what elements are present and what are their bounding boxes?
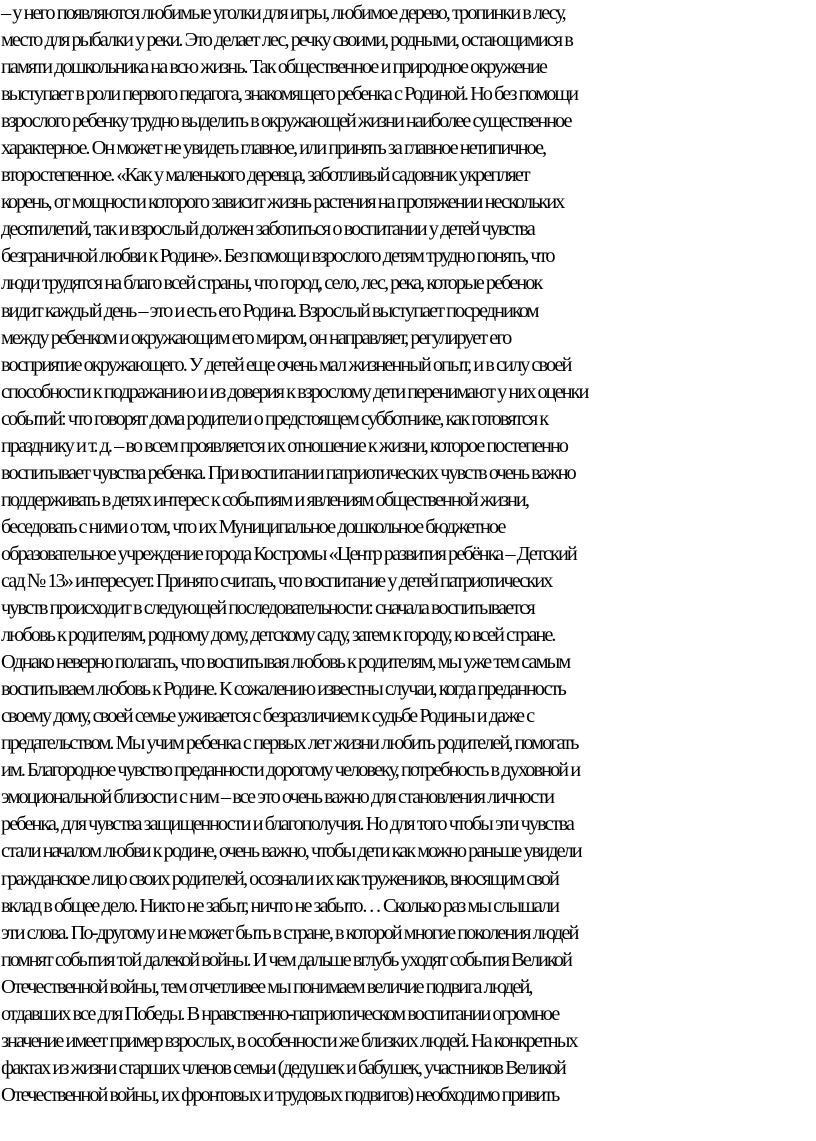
text-line: событий: что говорят дома родители о предстоящем субботнике, как готовятся к xyxy=(1,407,548,430)
text-line: характерное. Он может не увидеть главное, или принять за главное нетипичное, xyxy=(1,137,546,160)
text-line: беседовать с ними о том, что их Муниципальное дошкольное бюджетное xyxy=(1,515,505,538)
text-line: второстепенное. «Как у маленького деревца, заботливый садовник укрепляет xyxy=(1,164,529,187)
text-line: десятилетий, так и взрослый должен заботиться о воспитании у детей чувства xyxy=(1,218,534,241)
text-line: отдавших все для Победы. В нравственно-патриотическом воспитании огромное xyxy=(1,1002,559,1025)
text-line: гражданское лицо своих родителей, осознали их как тружеников, вносящим свой xyxy=(1,867,558,890)
text-line: любовь к родителям, родному дому, детскому саду, затем к городу, ко всей стране. xyxy=(1,624,555,647)
text-line: люди трудятся на благо всей страны, что город, село, лес, река, которые ребенок xyxy=(1,272,542,295)
text-line: поддерживать в детях интерес к событиям и явлениям общественной жизни, xyxy=(1,488,528,511)
text-line: место для рыбалки у реки. Это делает лес, речку своими, родными, остающимися в xyxy=(1,29,572,52)
text-line: образовательное учреждение города Костромы «Центр развития ребёнка – Детский xyxy=(1,542,576,565)
text-line: воспитываем любовь к Родине. К сожалению известны случаи, когда преданность xyxy=(1,678,565,701)
text-line: сад № 13» интересует. Принято считать, что воспитание у детей патриотических xyxy=(1,569,552,592)
text-line: им. Благородное чувство преданности дорогому человеку, потребность в духовной и xyxy=(1,759,580,782)
text-line: между ребенком и окружающим его миром, он направляет, регулирует его xyxy=(1,326,511,349)
text-line: чувств происходит в следующей последовательности: сначала воспитывается xyxy=(1,597,534,620)
text-line: способности к подражанию и из доверия к взрослому дети перенимают у них оценки xyxy=(1,380,588,403)
text-line: Однако неверно полагать, что воспитывая любовь к родителям, мы уже тем самым xyxy=(1,651,570,674)
text-line: безграничной любви к Родине». Без помощи взрослого детям трудно понять, что xyxy=(1,245,554,268)
text-line: Отечественной войны, их фронтовых и трудовых подвигов) необходимо привить xyxy=(1,1083,559,1106)
text-line: значение имеет пример взрослых, в особенности же близких людей. На конкретных xyxy=(1,1029,577,1052)
text-line: воспитывает чувства ребенка. При воспитании патриотических чувств очень важно xyxy=(1,461,575,484)
text-line: своему дому, своей семье уживается с безразличием к судьбе Родины и даже с xyxy=(1,705,534,728)
text-line: помнят события той далекой войны. И чем дальше вглубь уходят события Великой xyxy=(1,948,571,971)
text-line: фактах из жизни старших членов семьи (дедушек и бабушек, участников Великой xyxy=(1,1056,565,1079)
text-line: эмоциональной близости с ним – все это очень важно для становления личности xyxy=(1,786,553,809)
text-line: эти слова. По-другому и не может быть в стране, в которой многие поколения людей xyxy=(1,921,578,944)
text-line: ребенка, для чувства защищенности и благополучия. Но для того чтобы эти чувства xyxy=(1,813,573,836)
text-line: предательством. Мы учим ребенка с первых лет жизни любить родителей, помогать xyxy=(1,732,578,755)
text-line: вклад в общее дело. Никто не забыт, ничто не забыто… Сколько раз мы слышали xyxy=(1,894,559,917)
text-line: видит каждый день – это и есть его Родина. Взрослый выступает посредником xyxy=(1,299,538,322)
text-line: корень, от мощности которого зависит жизнь растения на протяжении нескольких xyxy=(1,191,564,214)
text-line: выступает в роли первого педагога, знакомящего ребенка с Родиной. Но без помощи xyxy=(1,83,578,106)
text-line: стали началом любви к родине, очень важно, чтобы дети как можно раньше увидели xyxy=(1,840,581,863)
text-line: Отечественной войны, тем отчетливее мы понимаем величие подвига людей, xyxy=(1,975,532,998)
text-line: взрослого ребенку трудно выделить в окружающей жизни наиболее существенное xyxy=(1,110,571,133)
text-line: восприятие окружающего. У детей еще очень мал жизненный опыт, и в силу своей xyxy=(1,353,571,376)
text-line: празднику и т. д. – во всем проявляется их отношение к жизни, которое постепенно xyxy=(1,434,567,457)
text-line: памяти дошкольника на всю жизнь. Так общественное и природное окружение xyxy=(1,56,546,79)
text-line: – у него появляются любимые уголки для игры, любимое дерево, тропинки в лесу, xyxy=(1,2,565,24)
